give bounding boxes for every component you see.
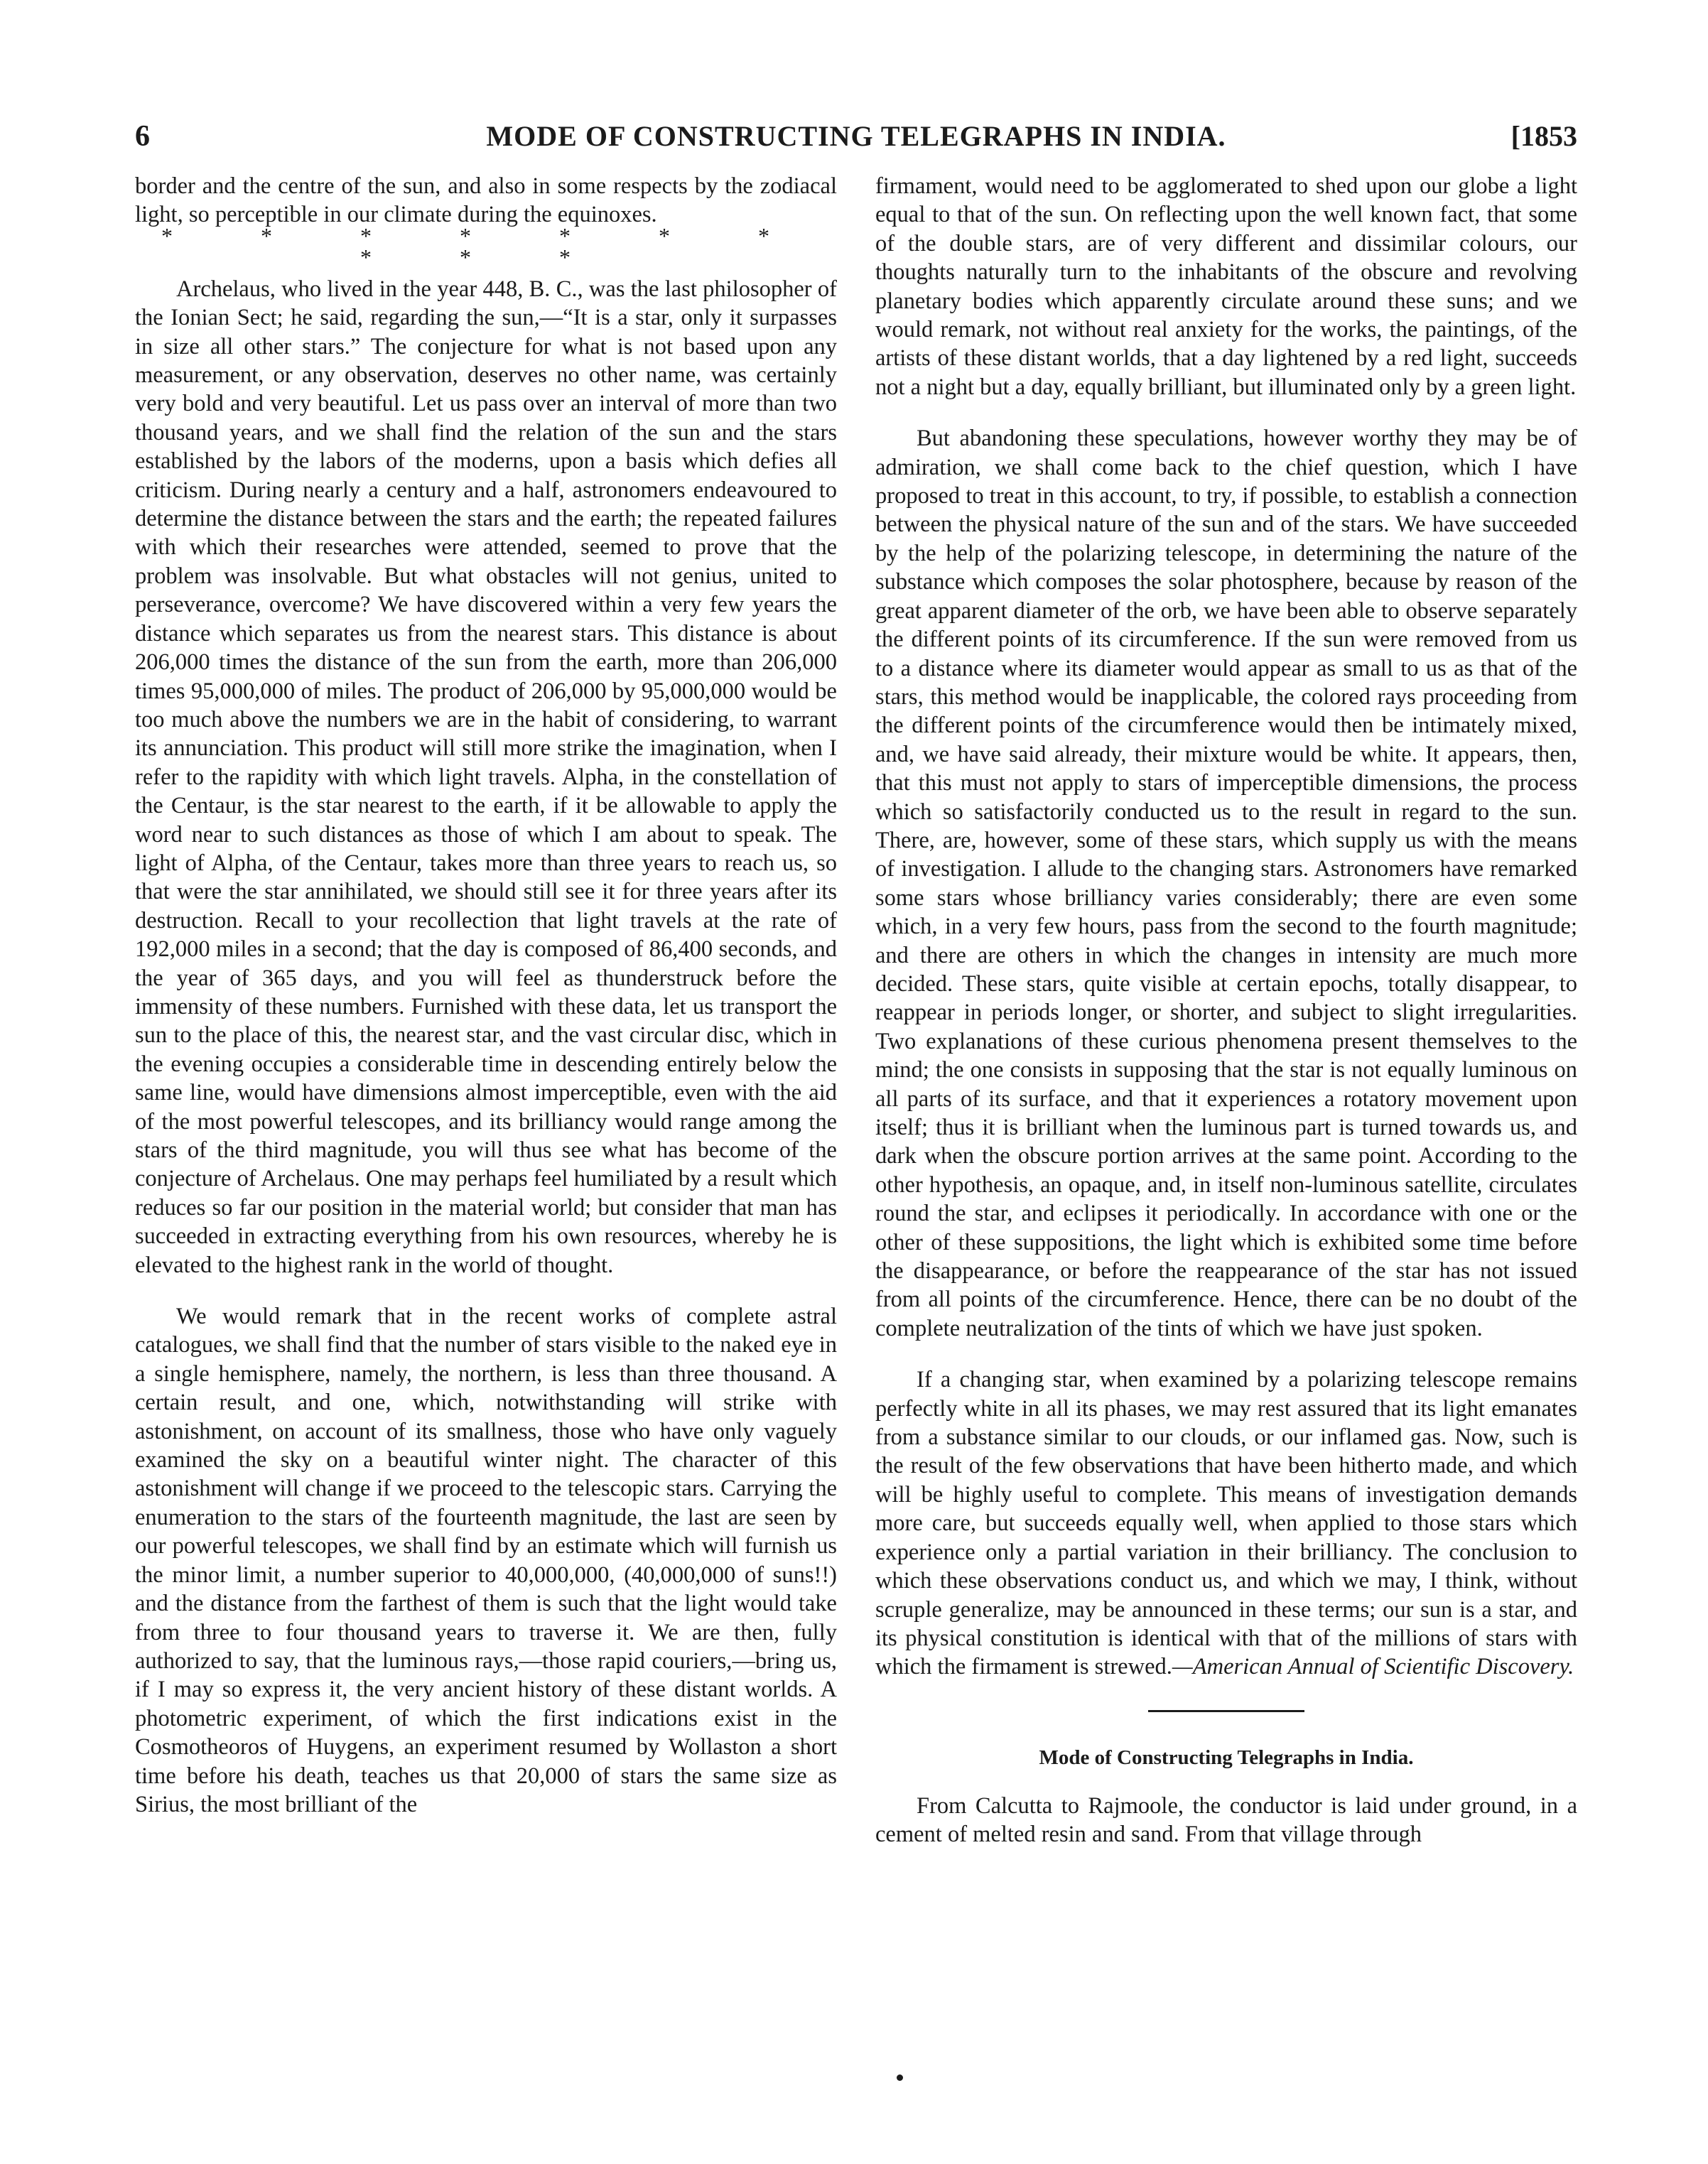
paragraph: Archelaus, who lived in the year 448, B. C., was the last philosopher of the Ionian Sect; he said, regarding the sun,—“It is a star, only it surpasses in size all other stars.” The conjecture for what is not based upon any measurement, or any observation, deserves no other name, was certainly very bold and very beautiful. Let us pass over an interval of more than two thousand years, and we shall find the relation of the sun and the stars established by the labors of the moderns, upon a basis which defies all criticism. During nearly a century and a half, astronomers endeavoured to determine the distance between the stars and the earth; the repeated failures with which their researches were attended, seemed to prove that the problem was insolvable. But what obstacles will not genius, united to perseverance, overcome? We have discovered within a very few years the distance which separates us from the nearest stars. This distance is about 206,000 times the distance of the sun from the earth, more than 206,000 times 95,000,000 of miles. The product of 206,000 by 95,000,000 would be too much above the numbers we are in the habit of considering, to warrant its annunciation. This product will still more strike the imagination, when I refer to the rapidity with which light travels. Alpha, in the constellation of the Centaur, is the star nearest to the earth, if it be allowable to apply the word near to such distances as those of which I am about to speak. The light of Alpha, of the Centaur, takes more than three years to reach us, so that were the star annihilated, we should still see it for three years after its destruction. Recall to your recollection that light travels at the rate of 192,000 miles in a second; that the day is composed of 86,400 seconds, and the year of 365 days, and you will feel as thunderstruck before the immensity of these numbers. Furnished with these data, let us transport the sun to the place of this, the nearest star, and the vast circular disc, which in the evening occupies a considerable time in descending entirely below the same line, would have dimensions almost imperceptible, even with the aid of the most powerful telescopes, and its brilliancy would range among the stars of the third magnitude, you will thus see what has become of the conjecture of Archelaus. One may perhaps feel humiliated by a result which reduces so far our position in the material world; but consider that man has succeeded in extracting everything from his own resources, whereby he is elevated to the highest rank in the world of thought. bbox=[135, 276, 837, 1278]
paragraph: border and the centre of the sun, and also in some respects by the zodiacal light, so perceptible in our climate during the equinoxes. bbox=[135, 173, 837, 228]
ink-dot bbox=[897, 2074, 903, 2081]
section-heading: Mode of Constructing Telegraphs in India. bbox=[1039, 1746, 1414, 1769]
paragraph: We would remark that in the recent works of complete astral catalogues, we shall find that the number of stars visible to the naked eye in a single hemisphere, namely, the northern, is less than three thousand. A certain result, and one, which, notwithstanding will strike with astonishment, on account of its smallness, those who have only vaguely examined the sky on a beautiful winter night. The character of this astonishment will change if we proceed to the telescopic stars. Carrying the enumeration to the stars of the fourteenth magnitude, the last are seen by our powerful telescopes, we shall find by an estimate which will furnish us the minor limit, a number superior to 40,000,000, (40,000,000 of suns!!) and the distance from the farthest of them is such that the light would take from three to four thousand years to traverse it. We are then, fully authorized to say, that the luminous rays,—those rapid couriers,—bring us, if I may so express it, the very ancient history of these distant worlds. A photometric experiment, of which the first indications exist in the Cosmotheoros of Huygens, an experiment resumed by Wollaston a short time before his death, teaches us that 20,000 of stars the same size as Sirius, the most brilliant of the bbox=[135, 1304, 837, 1817]
running-title: MODE OF CONSTRUCTING TELEGRAPHS IN INDIA. bbox=[486, 120, 1226, 152]
page-header bbox=[135, 119, 1577, 162]
section-divider bbox=[1148, 1710, 1304, 1712]
paragraph: From Calcutta to Rajmoole, the conductor is laid under ground, in a cement of melted resin and sand. From that village through bbox=[875, 1792, 1577, 1848]
left-column bbox=[135, 172, 837, 1819]
header-year: [1853 bbox=[1510, 120, 1577, 152]
source-citation: —American Annual of Scientific Discovery. bbox=[1172, 1654, 1574, 1680]
page-number: 6 bbox=[135, 120, 150, 153]
paragraph: But abandoning these speculations, however worthy they may be of admiration, we shall come back to the chief question, which I have proposed to treat in this account, to try, if possible, to establish a connection between the physical nature of the sun and of the stars. We have succeeded by the help of the polarizing telescope, in determining the nature of the substance which composes the solar photosphere, because by reason of the great apparent diameter of the orb, we have been able to observe separately the different points of its circumference. If the sun were removed from us to a distance where its diameter would appear as small to us as that of the stars, this method would be inapplicable, the colored rays proceeding from the different points of the circumference would then be intimately mixed, and, we have said already, their mixture would be white. It appears, then, that this must not apply to stars of imperceptible dimensions, the process which so satisfactorily conducted us to the result in regard to the sun. There, are, however, some of these stars, which supply us with the means of investigation. I allude to the changing stars. Astronomers have remarked some stars whose brilliancy varies considerably; there are even some which, in a very few hours, pass from the second to the fourth magnitude; and there are others in which the changes in intensity are much more decided. These stars, quite visible at certain epochs, totally disappear, to reappear in periods longer, or shorter, and subject to slight irregularities. Two explanations of these curious phenomena present themselves to the mind; the one consists in supposing that the star is not equally luminous on all parts of its surface, and that it experiences a rotatory movement upon itself; thus it is brilliant when the luminous part is turned towards us, and dark when the obscure portion arrives at the same point. According to the other hypothesis, an opaque, and, in itself non-luminous satellite, circulates round the star, and eclipses it periodically. In accordance with one or the other of these suppositions, the light which is exhibited some time before the disappearance, or before the reappearance of the star has not issued from all points of the circumference. Hence, there can be no doubt of the complete neutralization of the tints of which we have just spoken. bbox=[875, 426, 1577, 1341]
paragraph: firmament, would need to be agglomerated to shed upon our globe a light equal to that of the sun. On reflecting upon the well known fact, that some of the double stars, are of very different and dissimilar colours, our thoughts naturally turn to the inhabitants of the obscure and revolving planetary bodies which apparently circulate around these suns; and we would remark, not without real anxiety for the works, the paintings, of the artists of these distant worlds, that a day lightened by a red light, succeeds not a night but a day, equally brilliant, but illuminated only by a green light. bbox=[875, 173, 1577, 400]
paragraph bbox=[875, 1365, 1577, 1681]
paragraph-text: If a changing star, when examined by a polarizing telescope remains perfectly white in all its phases, we may rest assured that its light emanates from a substance similar to our clouds, or our inflamed gas. Now, such is the result of the few observations that have been hitherto made, and which will be highly useful to complete. This means of investigation demands more care, but succeeds equally well, when applied to those stars which experience only a partial variation in their brilliancy. The conclusion to which these observations conduct us, and which we may, I think, without scruple generalize, may be announced in these terms; our sun is a star, and its physical constitution is identical with that of the millions of stars with which the firmament is strewed. bbox=[875, 1367, 1577, 1680]
right-column bbox=[875, 172, 1577, 1849]
asterisk-separator: * * * * * * * * * * bbox=[161, 222, 811, 270]
